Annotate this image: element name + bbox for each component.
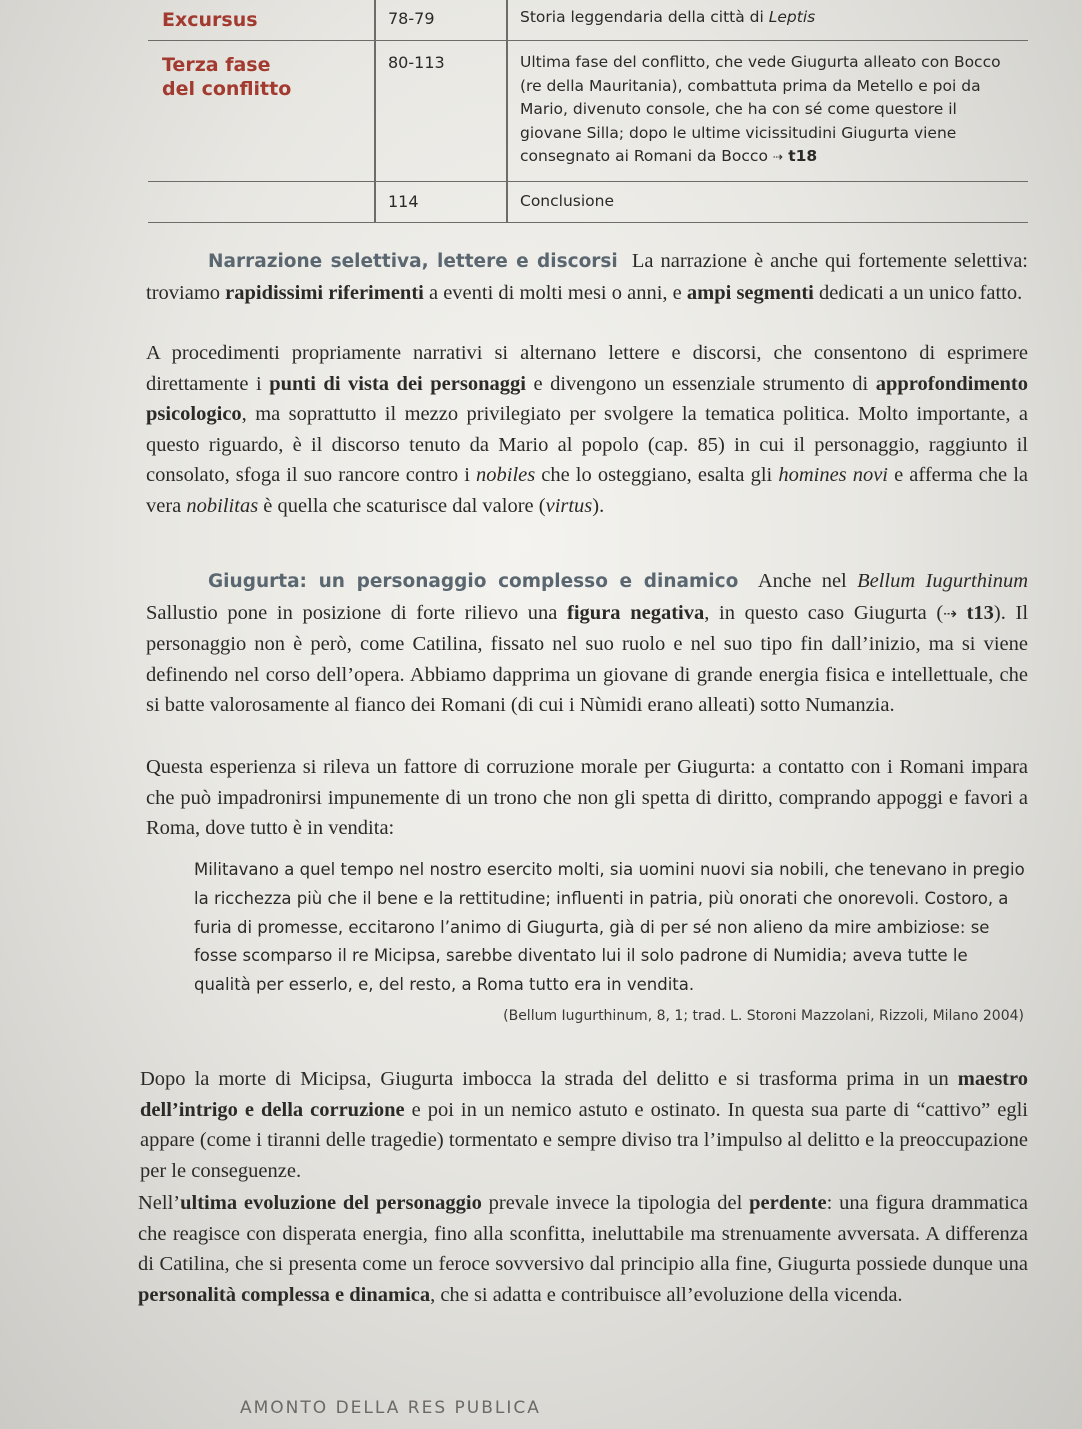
cross-reference[interactable]: t18 (788, 147, 818, 165)
chapters-cell: 80-113 (388, 53, 445, 72)
chapters-cell: 114 (388, 192, 419, 211)
paragraph: Narrazione selettiva, lettere e discorsi La narrazione è anche qui fortemente selettiva: troviamo rapidissimi riferimenti a eventi di molti mesi o anni, e ampi segmenti dedicati a un unico fatto. (146, 250, 1029, 304)
paragraph: Questa esperienza si rileva un fattore di corruzione morale per Giugurta: a contatto con i Romani impara che può impadronirsi impunemente di un trono che non gli spetta di diritto, comprando appoggi e favori a Roma, dove tutto è in vendita: (146, 756, 1028, 839)
block-quote: Militavano a quel tempo nel nostro esercito molti, sia uomini nuovi sia nobili, che tenevano in pregio la ricchezza più che il bene e la rettitudine; influenti in patria, più onorati che onorevoli. Costoro, a furia di promesse, eccitarono l’animo di Giugurta, già di per sé non alieno da mire ambiziose: se fosse scomparso il re Micipsa, sarebbe diventato lui il solo padrone di Numidia; aveva tutte le qualità per esserlo, e, del resto, a Roma tutto era in vendita. (194, 860, 1025, 995)
quote-citation: (Bellum Iugurthinum, 8, 1; trad. L. Storoni Mazzolani, Rizzoli, Milano 2004) (503, 1008, 1024, 1024)
table-row (148, 182, 1028, 223)
cross-reference[interactable]: t13 (966, 601, 994, 624)
content-cell: Ultima fase del conflitto, che vede Giugurta alleato con Bocco (re della Mauritania), combattuta prima da Metello e poi da Mario, divenuto console, che ha con sé come questore il giovane Silla; dopo le ultime vicissitudini Giugurta viene consegnato ai Romani da Bocco ⇢ t18 (520, 53, 1001, 165)
cross-reference-arrow-icon: ⇢ (943, 603, 957, 623)
cross-reference-arrow-icon: ⇢ (772, 149, 784, 164)
section-cell: Terza fase del conflitto (162, 54, 292, 100)
paragraph: Giugurta: un personaggio complesso e dinamico Anche nel Bellum Iugurthinum Sallustio pone in posizione di forte rilievo una figura negativa, in questo caso Giugurta (⇢ t13). Il personaggio non è però, come Catilina, fissato nel suo ruolo e nel suo tipo fin dall’inizio, ma si viene definendo nel corso dell’opera. Abbiamo dapprima un giovane di grande energia fisica e intellettuale, che si batte valorosamente al fianco dei Romani (di cui i Nùmidi erano alleati) sotto Numanzia. (146, 570, 1029, 716)
section-heading: Giugurta: un personaggio complesso e dinamico (208, 571, 739, 592)
chapters-cell: 78-79 (388, 9, 435, 28)
section-cell: Excursus (162, 9, 258, 31)
paragraph: A procedimenti propriamente narrativi si alternano lettere e discorsi, che consentono di esprimere direttamente i punti di vista dei personaggi e divengono un essenziale strumento di approfondimento psicologico, ma soprattutto il mezzo privilegiato per svolgere la tematica politica. Molto importante, a questo riguardo, è il discorso tenuto da Mario al popolo (cap. 85) in cui il personaggio, raggiunto il consolato, sfoga il suo rancore contro i nobiles che lo osteggiano, esalta gli homines novi e afferma che la vera nobilitas è quella che scaturisce dal valore (virtus). (146, 342, 1029, 517)
content-cell: Storia leggendaria della città di Leptis (520, 8, 816, 26)
content-cell: Conclusione (520, 192, 615, 210)
table-row (148, 41, 1028, 182)
paragraph: Nell’ultima evoluzione del personaggio prevale invece la tipologia del perdente: una figura drammatica che reagisce con disperata energia, fino alla sconfitta, ineluttabile ma strenuamente avversata. A differenza di Catilina, che si presenta come un feroce sovversivo dal principio alla fine, Giugurta possiede dunque una personalità complessa e dinamica, che si adatta e contribuisce all’evoluzione della vicenda. (138, 1192, 1028, 1306)
section-heading: Narrazione selettiva, lettere e discorsi (208, 251, 618, 272)
table-row (148, 0, 1028, 41)
chapter-table (148, 0, 1028, 223)
paragraph: Dopo la morte di Micipsa, Giugurta imbocca la strada del delitto e si trasforma prima in un maestro dell’intrigo e della corruzione e poi in un nemico astuto e ostinato. In questa sua parte di “cattivo” egli appare (come i tiranni delle tragedie) tormentato e sempre diviso tra l’impulso al delitto e la preoccupazione per le conseguenze. (140, 1068, 1028, 1182)
running-footer: AMONTO DELLA RES PUBLICA (240, 1398, 541, 1418)
